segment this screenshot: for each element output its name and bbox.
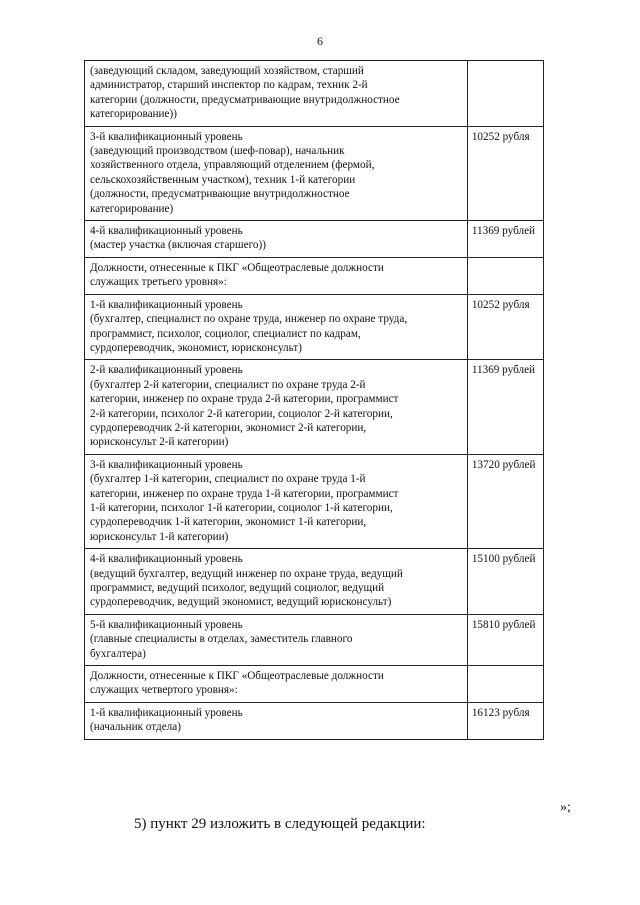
salary-amount-cell: 15100 рублей	[467, 549, 543, 615]
description-line: программист, ведущий психолог, ведущий социолог, ведущий	[90, 582, 385, 594]
description-line: категории, инженер по охране труда 2-й категории, программист	[90, 393, 399, 406]
description-line: бухгалтера)	[90, 647, 146, 660]
description-line: сурдопереводчик 1-й категории, экономист 1-й категории,	[90, 516, 367, 529]
description-line: юрисконсульт 1-й категории)	[90, 530, 229, 543]
description-line: категории (должности, предусматривающие внутридолжностное	[90, 93, 400, 106]
description-line: 2-й категории, психолог 2-й категории, социолог 2-й категории,	[90, 407, 393, 420]
table-row	[85, 221, 544, 258]
description-line: Должности, отнесенные к ПКГ «Общеотраслевые должности	[90, 670, 384, 683]
position-description-cell	[85, 702, 468, 739]
description-line: 5-й квалификационный уровень	[90, 618, 243, 631]
description-line: программист, психолог, социолог, специалист по кадрам,	[90, 327, 361, 340]
salary-amount-cell: 11369 рублей	[467, 221, 543, 258]
description-line: 3-й квалификационный уровень	[90, 130, 243, 143]
table-row	[85, 666, 544, 703]
description-line: 2-й квалификационный уровень	[90, 364, 243, 377]
table-row	[85, 61, 544, 127]
position-description-cell	[85, 61, 468, 127]
description-line: служащих четвертого уровня»:	[90, 684, 238, 697]
description-line: категории, инженер по охране труда 1-й категории, программист	[90, 487, 399, 500]
position-description-cell	[85, 294, 468, 360]
description-line: (начальник отдела)	[90, 721, 181, 734]
description-line: администратор, старший инспектор по кадрам, техник 2-й	[90, 79, 368, 92]
table-row	[85, 126, 544, 220]
description-line: 4-й квалификационный уровень	[90, 225, 243, 238]
description-line: 1-й квалификационный уровень	[90, 706, 243, 719]
page-number: 6	[317, 34, 323, 48]
position-description-cell	[85, 221, 468, 258]
salary-amount-cell	[467, 61, 543, 127]
position-description-cell	[85, 614, 468, 665]
description-line: (бухгалтер 2-й категории, специалист по охране труда 2-й	[90, 378, 366, 391]
description-line: (заведующий складом, заведующий хозяйством, старший	[90, 65, 364, 77]
description-line: (заведующий производством (шеф-повар), начальник	[90, 145, 345, 158]
position-description-cell	[85, 454, 468, 548]
table-row	[85, 294, 544, 360]
description-line: сельскохозяйственным участком), техник 1-й категории	[90, 173, 356, 186]
description-line: категорирование)	[90, 202, 174, 215]
position-description-cell	[85, 126, 468, 220]
description-line: 3-й квалификационный уровень	[90, 458, 243, 471]
description-line: (бухгалтер 1-й категории, специалист по охране труда 1-й	[90, 473, 366, 486]
description-line: сурдопереводчик, экономист, юрисконсульт)	[90, 341, 302, 354]
closing-quote-mark: »;	[560, 800, 571, 815]
description-line: (ведущий бухгалтер, ведущий инженер по охране труда, ведущий	[90, 567, 403, 580]
position-description-cell	[85, 549, 468, 615]
salary-table-body	[85, 61, 544, 740]
salary-amount-cell	[467, 257, 543, 294]
description-line: (мастер участка (включая старшего))	[90, 239, 266, 252]
salary-table	[84, 60, 544, 740]
description-line: служащих третьего уровня»:	[90, 276, 227, 289]
salary-amount-cell: 10252 рубля	[467, 126, 543, 220]
description-line: юрисконсульт 2-й категории)	[90, 436, 229, 449]
paragraph-text: 5) пункт 29 изложить в следующей редакции:	[134, 816, 426, 832]
description-line: 1-й категории, психолог 1-й категории, социолог 1-й категории,	[90, 501, 393, 514]
table-row	[85, 702, 544, 739]
salary-amount-cell: 13720 рублей	[467, 454, 543, 548]
position-description-cell	[85, 360, 468, 454]
table-row	[85, 614, 544, 665]
position-description-cell	[85, 257, 468, 294]
description-line: категорирование))	[90, 108, 177, 121]
description-line: (бухгалтер, специалист по охране труда, инженер по охране труда,	[90, 313, 408, 326]
description-line: сурдопереводчик, ведущий экономист, ведущий юрисконсульт)	[90, 596, 392, 609]
table-row	[85, 360, 544, 454]
description-line: 4-й квалификационный уровень	[90, 553, 243, 566]
description-line: Должности, отнесенные к ПКГ «Общеотраслевые должности	[90, 261, 384, 274]
table-row	[85, 549, 544, 615]
position-description-cell	[85, 666, 468, 703]
salary-amount-cell	[467, 666, 543, 703]
table-row	[85, 257, 544, 294]
description-line: сурдопереводчик 2-й категории, экономист 2-й категории,	[90, 421, 367, 434]
salary-amount-cell: 11369 рублей	[467, 360, 543, 454]
salary-amount-cell: 10252 рубля	[467, 294, 543, 360]
description-line: 1-й квалификационный уровень	[90, 298, 243, 311]
salary-amount-cell: 16123 рубля	[467, 702, 543, 739]
table-row	[85, 454, 544, 548]
description-line: хозяйственного отдела, управляющий отделением (фермой,	[90, 159, 375, 172]
salary-amount-cell: 15810 рублей	[467, 614, 543, 665]
description-line: (должности, предусматривающие внутридолжностное	[90, 188, 350, 201]
description-line: (главные специалисты в отделах, заместитель главного	[90, 633, 353, 646]
